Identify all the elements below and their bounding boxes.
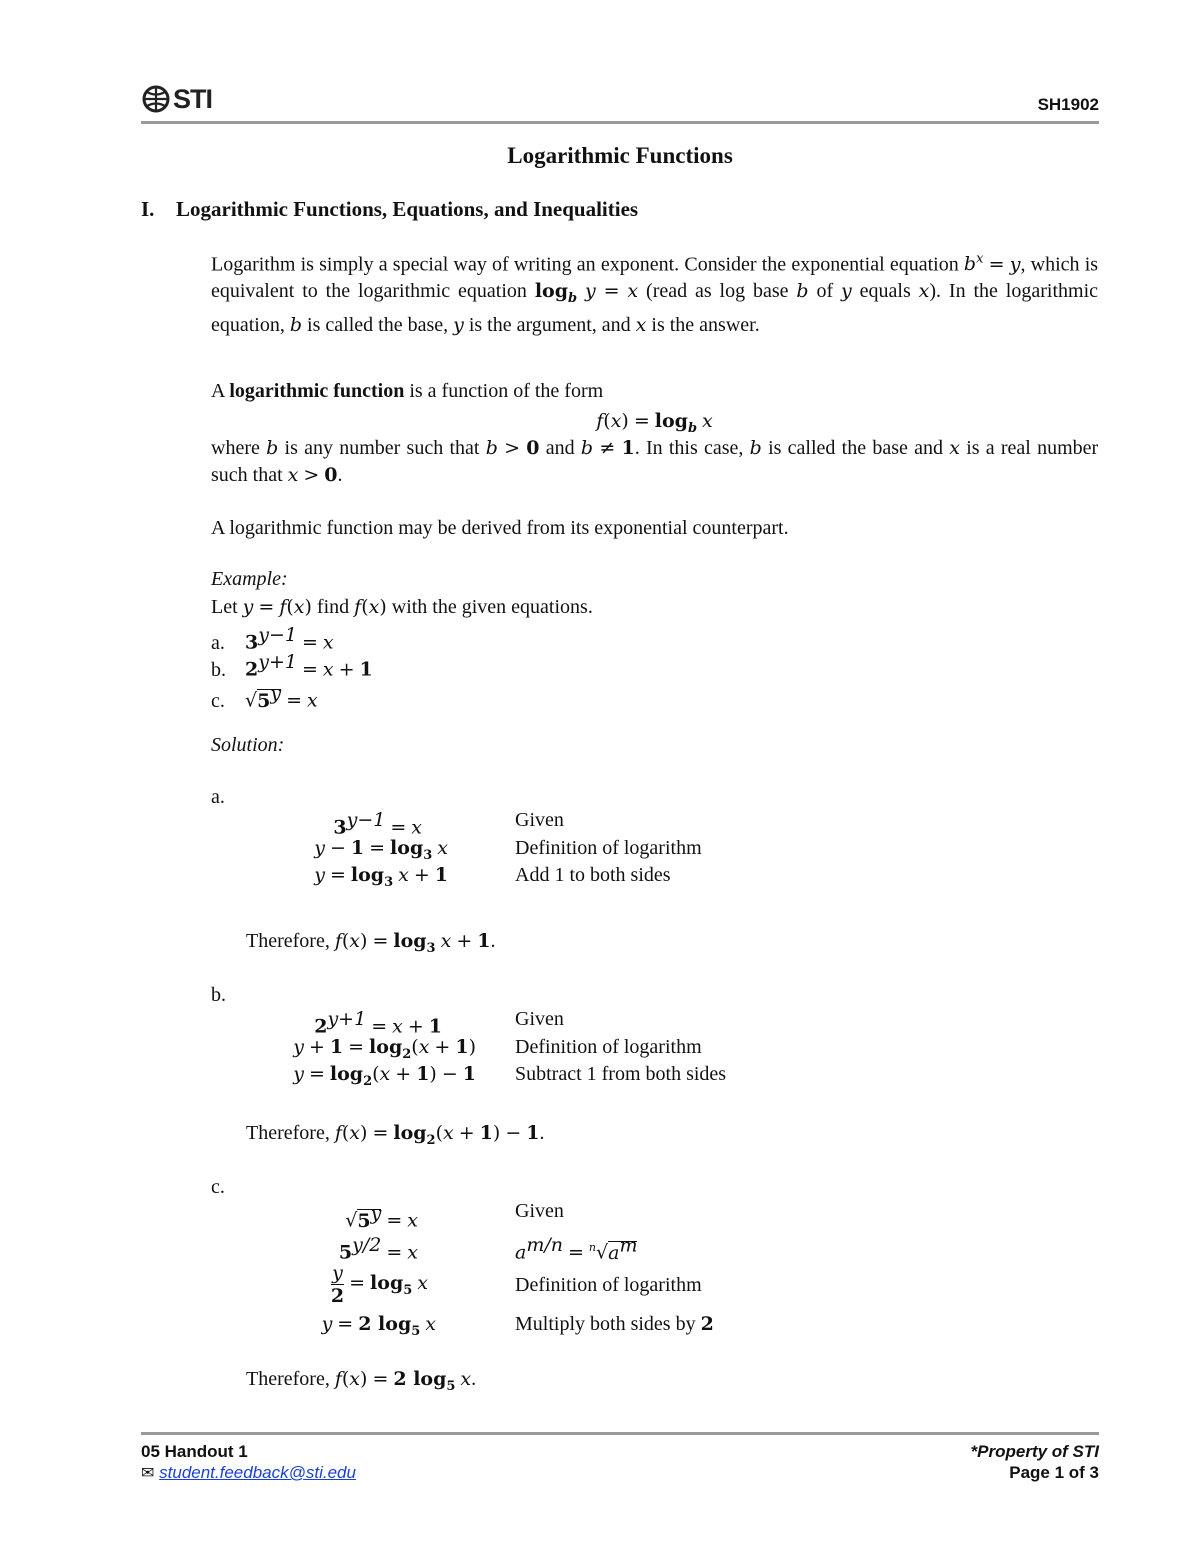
envelope-icon: ✉ [141,1465,155,1482]
solution-a-therefore: Therefore, $f(x) = \log_3 x + 1$. [246,930,496,956]
intro-text: is the answer. [651,314,760,337]
section-number: I. [141,197,155,221]
step-note: Subtract 1 from both sides [515,1063,727,1085]
definition-term: logarithmic function [229,380,405,402]
example-item-c: c. √5$^y$ = x [211,680,318,715]
footer-rule [141,1432,1099,1435]
therefore-text: Therefore, [246,930,330,952]
intro-text: (read as log base [646,280,789,303]
step-note-multiply: Multiply both sides by 2 [515,1313,714,1335]
footer-left [141,1441,356,1484]
intro-text: ). In the logarithmic equation, [211,280,1098,337]
definition-text: is a function of the form [409,380,604,402]
definition-text: . In this case, [634,437,744,459]
step-note-radical: $a^{m/n} = ^n√a^m$ [515,1234,638,1264]
definition-conditions: where b is any number such that b > 0 and b ≠ 1. In this case, b is called the base and x is a real number such that x > 0. [211,437,1099,486]
section-title: Logarithmic Functions, Equations, and Inequalities [176,197,639,221]
definition-text: is a real number such that [211,437,1099,486]
item-label: a. [211,631,225,654]
example-text: with the given equations. [391,596,593,618]
solution-c-steps: √5$^y$ = x Given $5^{y/2} = x$ $a^{m/n} = ^n√a^m$ $\frac{y}{2}$ = $\log_5 x$ Definition of logarithm y = 2 $\log_5 x$ Multiply both sides by 2 [321,1200,714,1339]
step-note: Multiply both sides by [515,1313,696,1335]
handout-label: 05 Handout 1 [141,1442,248,1461]
solution-c-therefore: Therefore, f(x) = 2 $\log_5 x$. [246,1368,477,1394]
intro-text: Logarithm is simply a special way of writing an exponent. Consider the exponential equation [211,253,959,276]
feedback-email-link[interactable]: student.feedback@sti.edu [159,1463,356,1482]
intro-text: equals [859,280,911,303]
step-note: Definition of logarithm [515,837,702,859]
step-note: Given [515,809,564,831]
intro-text: is called the base, [307,314,449,337]
definition-text: and [545,437,575,459]
step-note: Given [515,1200,564,1222]
step-note: Definition of logarithm [515,1274,702,1296]
derive-text: A logarithmic function may be derived from its exponential counterpart. [211,517,789,539]
footer-right [971,1441,1099,1483]
example-text: Let [211,596,238,618]
solution-label: Solution: [211,734,285,756]
example-label: Example: [211,568,288,590]
solution-b-therefore: Therefore, $f(x) = \log_2(x + 1) - 1$. [246,1122,545,1148]
header-rule [141,121,1099,124]
therefore-text: Therefore, [246,1368,330,1390]
example-text: find [316,596,350,618]
solution-b-label: b. [211,984,226,1006]
example-intro: Let y = f(x) find f(x) with the given equations. [211,596,593,618]
step-note: Definition of logarithm [515,1036,702,1058]
solution-a-steps: $3^{y-1} = x$ Given $y - 1 = \log_3 x$ Definition of logarithm $y = \log_3 x + 1$ Add 1 to both sides [314,809,702,890]
solution-b-steps: $2^{y+1} = x + 1$ Given $y + 1 = \log_2(x + 1)$ Definition of logarithm $y = \log_2(x + 1) - 1$ Subtract 1 from both sides [293,1008,727,1089]
intro-text: of [816,280,834,303]
logo-text: STI [173,83,213,114]
intro-text: is the argument, and [468,314,631,337]
page-number: Page 1 of 3 [1009,1463,1099,1482]
intro-text: , which is equivalent to the logarithmic equation [211,253,1099,303]
solution-c-label: c. [211,1176,225,1198]
page-title: Logarithmic Functions [507,143,733,168]
section-heading [141,197,638,222]
definition-text: is called the base and [768,437,943,459]
example-item-a: a. $3^{y-1} = x$ [211,622,334,657]
definition-text: where [211,437,260,459]
document-code: SH1902 [1037,95,1099,114]
step-note: Add 1 to both sides [515,864,671,886]
definition-formula: $f(x) = \log_b x$ [596,410,713,436]
item-label: c. [211,689,225,712]
property-notice: *Property of STI [970,1442,1099,1461]
example-item-b: b. $2^{y+1} = x + 1$ [211,649,373,684]
sti-logo [141,82,212,116]
globe-icon [141,84,171,114]
item-label: b. [211,658,226,681]
solution-a-label: a. [211,786,225,808]
intro-paragraph: Logarithm is simply a special way of writing an exponent. Consider the exponential equation $b^x = y$, which is equivalent to the logarithmic equation $\log_b y = x$ (read as log base b of y equals x). In the logarithmic equation, b is called the base, y is the argument, and x is the answer. [211,252,1099,337]
definition-line [211,378,603,405]
therefore-text: Therefore, [246,1122,330,1144]
definition-text: A [211,380,225,402]
step-note: Given [515,1008,564,1030]
definition-text: is any number such that [284,437,480,459]
